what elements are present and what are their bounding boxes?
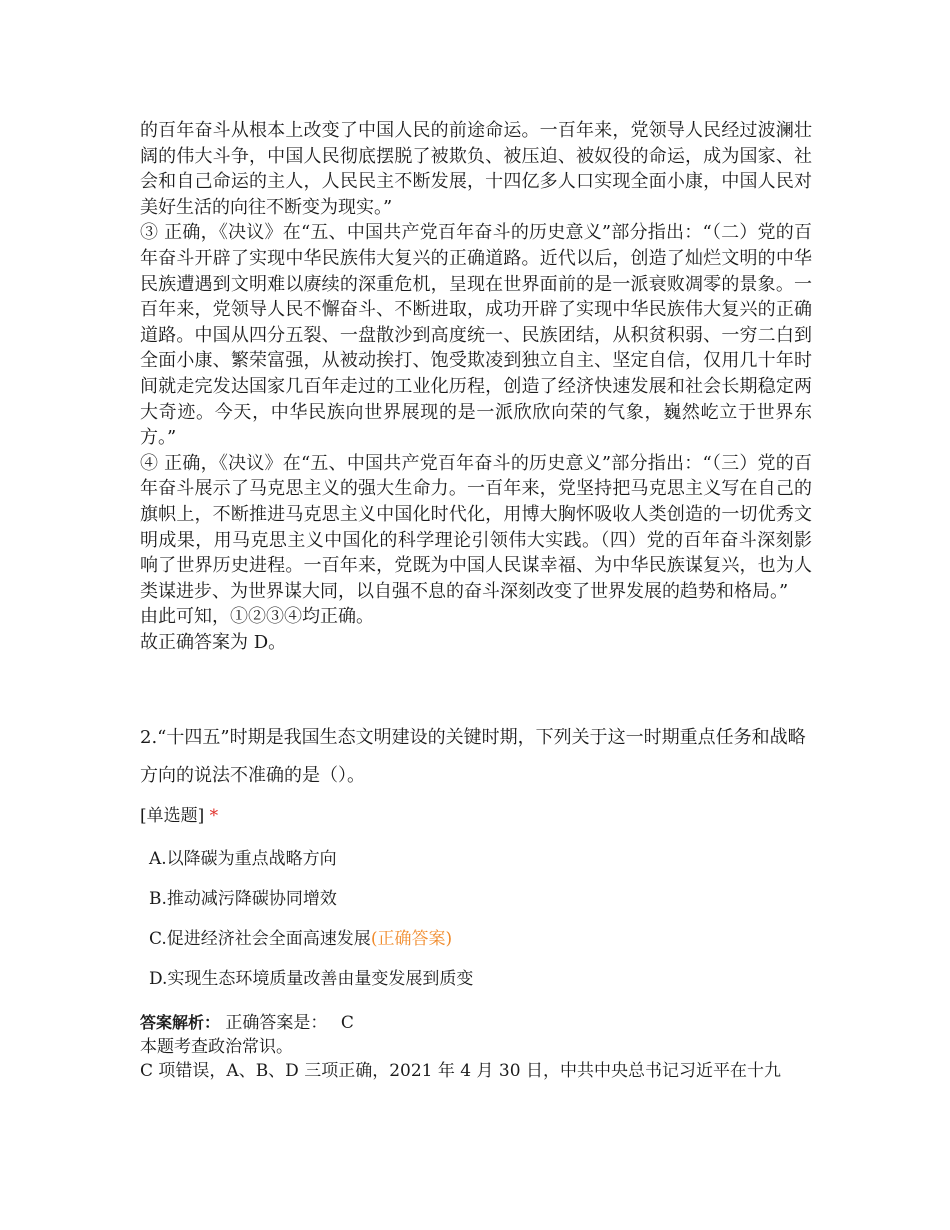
analysis-label: 答案解析： bbox=[140, 1013, 221, 1033]
explanation-paragraph-3: ④ 正确，《决议》在“五、中国共产党百年奋斗的历史意义”部分指出：“（三）党的百年奋斗展示了马克思主义的强大生命力。一百年来，党坚持把马克思主义写在自己的旗帜上，不断推进马克思主义中国化时代化，用博大胸怀吸收人类创造的一切优秀文明成果，用马克思主义中国化的科学理论引领伟大实践。（四）党的百年奋斗深刻影响了世界历史进程。一百年来，党既为中国人民谋幸福、为中华民族谋复兴，也为人类谋进步、为世界谋大同，以自强不息的奋斗深刻改变了世界发展的趋势和格局。” bbox=[140, 452, 812, 602]
option-d-label: D.实现生态环境质量改善由量变发展到质变 bbox=[149, 969, 474, 990]
analysis-answer-text: 正确答案是： bbox=[225, 1013, 328, 1034]
option-list bbox=[140, 839, 812, 999]
option-b[interactable] bbox=[140, 879, 812, 919]
option-c[interactable] bbox=[140, 919, 812, 959]
analysis-line-2: C 项错误，A、B、D 三项正确，2021 年 4 月 30 日，中共中央总书记习近平在十九 bbox=[140, 1061, 781, 1082]
explanation-answer: 故正确答案为 D。 bbox=[140, 631, 287, 653]
option-a-label: A.以降碳为重点战略方向 bbox=[149, 849, 337, 870]
explanation-paragraph-1: 的百年奋斗从根本上改变了中国人民的前途命运。一百年来，党领导人民经过波澜壮阔的伟大斗争，中国人民彻底摆脱了被欺负、被压迫、被奴役的命运，成为国家、社会和自己命运的主人，人民民主不断发展，十四亿多人口实现全面小康，中国人民对美好生活的向往不断变为现实。” bbox=[140, 120, 812, 218]
answer-analysis bbox=[140, 1011, 812, 1035]
correct-answer-tag: (正确答案) bbox=[370, 929, 453, 950]
option-d[interactable] bbox=[140, 959, 812, 999]
question-block bbox=[140, 719, 812, 1083]
option-b-label: B.推动减污降碳协同增效 bbox=[149, 889, 337, 910]
option-c-label: C.促进经济社会全面高速发展 bbox=[149, 929, 371, 950]
option-a[interactable] bbox=[140, 839, 812, 879]
explanation-paragraph-2: ③ 正确，《决议》在“五、中国共产党百年奋斗的历史意义”部分指出：“（二）党的百年奋斗开辟了实现中华民族伟大复兴的正确道路。近代以后，创造了灿烂文明的中华民族遭遇到文明难以赓续的深重危机，呈现在世界面前的是一派衰败凋零的景象。一百年来，党领导人民不懈奋斗、不断进取，成功开辟了实现中华民族伟大复兴的正确道路。中国从四分五裂、一盘散沙到高度统一、民族团结，从积贫积弱、一穷二白到全面小康、繁荣富强，从被动挨打、饱受欺凌到独立自主、坚定自信，仅用几十年时间就走完发达国家几百年走过的工业化历程，创造了经济快速发展和社会长期稳定两大奇迹。今天，中华民族向世界展现的是一派欣欣向荣的气象，巍然屹立于世界东方。” bbox=[140, 222, 812, 449]
analysis-answer-value: C bbox=[340, 1013, 354, 1034]
question-type-label: [单选题] bbox=[140, 806, 205, 827]
section-spacer bbox=[140, 655, 812, 719]
document-page bbox=[140, 118, 812, 1083]
required-mark: * bbox=[209, 806, 219, 827]
analysis-line-1: 本题考查政治常识。 bbox=[140, 1037, 293, 1058]
explanation-conclusion: 由此可知，①②③④均正确。 bbox=[140, 606, 374, 628]
question-type bbox=[140, 803, 812, 829]
question-text: 2.“十四五”时期是我国生态文明建设的关键时期，下列关于这一时期重点任务和战略方向的说法不准确的是（）。 bbox=[140, 727, 806, 787]
